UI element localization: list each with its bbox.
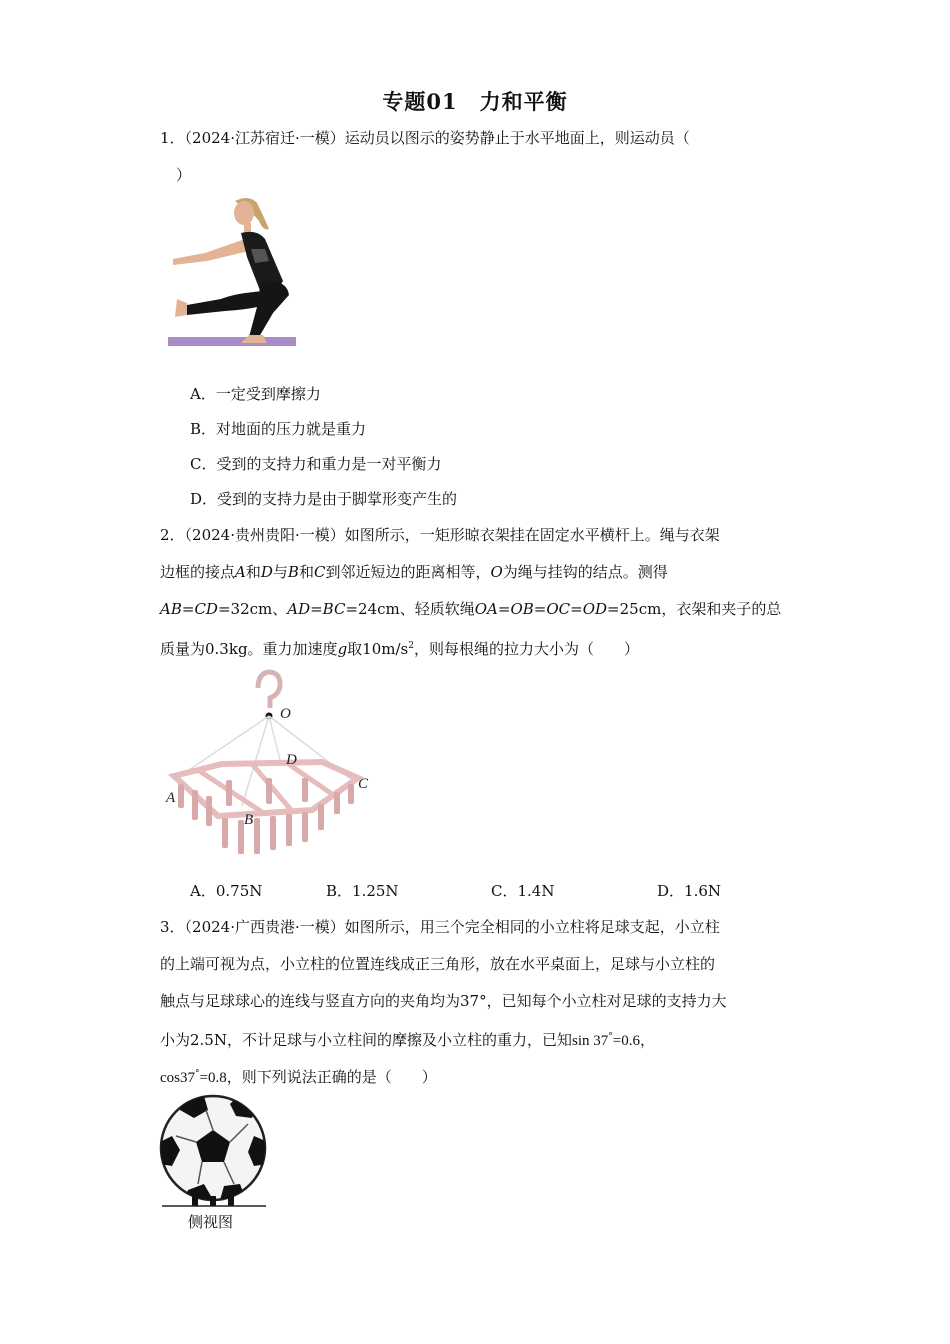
q2-option-b: B．1.25N	[326, 882, 399, 900]
q3-stem-line1: 3．（2024·广西贵港·一模）如图所示，用三个完全相同的小立柱将足球支起，小立柱	[160, 918, 720, 936]
athlete-squat-image	[165, 195, 300, 350]
q3-stem-line2: 的上端可视为点，小立柱的位置连线成正三角形，放在水平桌面上，足球与小立柱的	[160, 955, 716, 973]
pillar	[210, 1196, 216, 1206]
q1-option-a: A．一定受到摩擦力	[190, 385, 321, 403]
clothes-hanger-diagram	[162, 668, 377, 866]
q2-stem-line4: 质量为0.3kg。重力加速度g取$10m/s^2$，则每根绳的拉力大小为（ ）	[160, 640, 639, 658]
q2-stem-line1: 2．（2024·贵州贵阳·一模）如图所示，一矩形晾衣架挂在固定水平横杆上。绳与衣架	[160, 526, 720, 544]
page-title: 专题01 力和平衡	[382, 89, 568, 114]
label-b: B	[244, 812, 254, 828]
q1-option-b: B．对地面的压力就是重力	[190, 420, 367, 438]
q2-option-c: C．1.4N	[491, 882, 555, 900]
q2-option-a: A．0.75N	[190, 882, 263, 900]
label-o: O	[280, 706, 291, 722]
label-a: A	[166, 790, 176, 806]
yoga-mat	[168, 337, 296, 346]
q1-option-d: D．受到的支持力是由于脚掌形变产生的	[190, 490, 458, 508]
hook-icon	[258, 672, 280, 708]
q3-stem-line4: 小为2.5N，不计足球与小立柱间的摩擦及小立柱的重力，已知sin 37°=0.6，	[160, 1031, 655, 1049]
q1-stem-line1: 1．（2024·江苏宿迁·一模）运动员以图示的姿势静止于水平地面上，则运动员（	[160, 129, 690, 147]
label-c: C	[358, 776, 369, 792]
q1-stem-line2: ）	[176, 166, 192, 184]
q2-stem-line3: AB=CD=32cm、AD=BC=24cm、轻质软绳OA=OB=OC=OD=25cm，衣架和夹子的总	[160, 600, 782, 618]
q3-stem-line3: 触点与足球球心的连线与竖直方向的夹角均为37°，已知每个小立柱对足球的支持力大	[160, 992, 727, 1010]
soccer-ball-diagram	[158, 1094, 270, 1209]
q3-stem-line5: cos37°=0.8，则下列说法正确的是（ ）	[160, 1068, 437, 1086]
label-d: D	[286, 752, 297, 768]
q2-option-d: D．1.6N	[657, 882, 722, 900]
pillar	[192, 1196, 198, 1206]
side-view-caption: 侧视图	[188, 1213, 234, 1231]
q1-option-c: C．受到的支持力和重力是一对平衡力	[190, 455, 442, 473]
pillar	[228, 1196, 234, 1206]
q2-stem-line2: 边框的接点A和D与B和C到邻近短边的距离相等，O为绳与挂钩的结点。测得	[160, 563, 668, 581]
